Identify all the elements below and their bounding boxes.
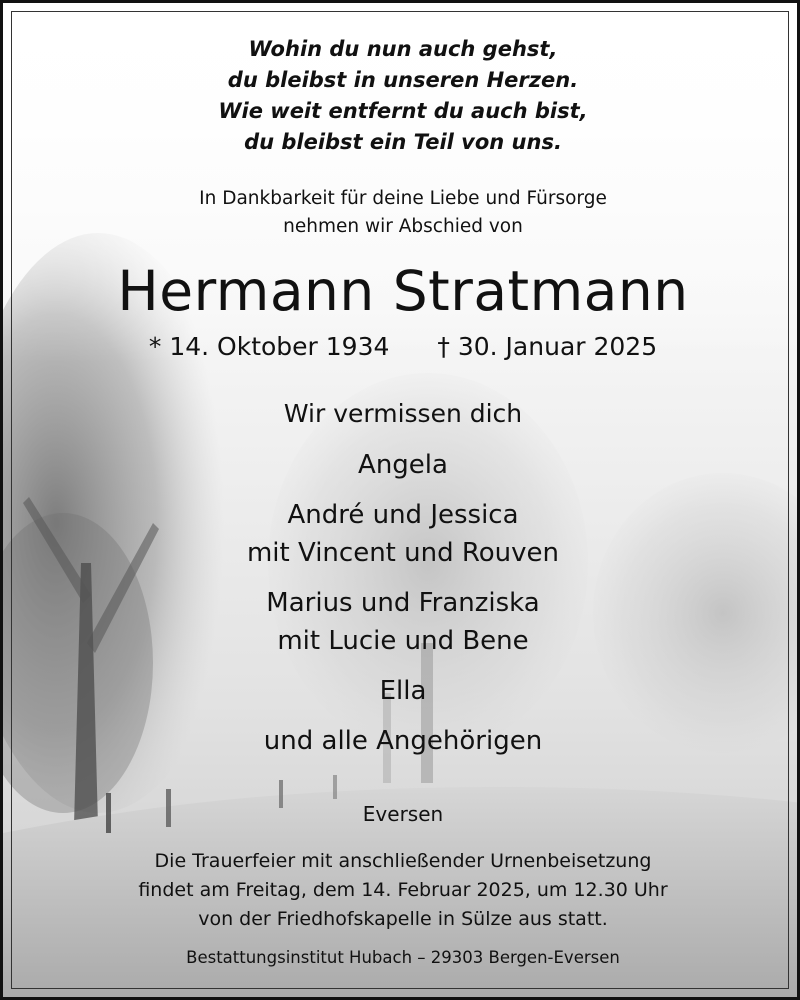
intro-line: In Dankbarkeit für deine Liebe und Fürsorge — [199, 188, 607, 209]
poem-line: du bleibst ein Teil von uns. — [244, 130, 562, 154]
undertaker-line: Bestattungsinstitut Hubach – 29303 Bergen-Eversen — [186, 948, 620, 967]
deceased-name: Hermann Stratmann — [117, 259, 689, 323]
missed-line: Wir vermissen dich — [283, 399, 523, 428]
mourner-line: Ella — [379, 676, 427, 706]
mourner-line: mit Lucie und Bene — [277, 626, 529, 656]
poem-line: Wohin du nun auch gehst, — [248, 37, 558, 61]
poem-line: Wie weit entfernt du auch bist, — [218, 99, 588, 123]
service-line: findet am Freitag, dem 14. Februar 2025, um 12.30 Uhr — [138, 879, 668, 901]
service-line: Die Trauerfeier mit anschließender Urnenbeisetzung — [154, 850, 652, 872]
place-name: Eversen — [362, 802, 444, 826]
intro-line: nehmen wir Abschied von — [283, 216, 523, 237]
life-dates — [3, 332, 800, 362]
birth-date: * 14. Oktober 1934 — [148, 332, 390, 361]
mourner-line: mit Vincent und Rouven — [246, 538, 560, 568]
mourner-line: Marius und Franziska — [266, 588, 540, 618]
death-date: † 30. Januar 2025 — [437, 332, 658, 361]
mourner-line: André und Jessica — [287, 500, 519, 530]
service-line: von der Friedhofskapelle in Sülze aus statt. — [198, 908, 608, 930]
mourner-line: und alle Angehörigen — [263, 726, 543, 756]
poem-line: du bleibst in unseren Herzen. — [227, 68, 579, 92]
mourner-line: Angela — [358, 450, 448, 480]
